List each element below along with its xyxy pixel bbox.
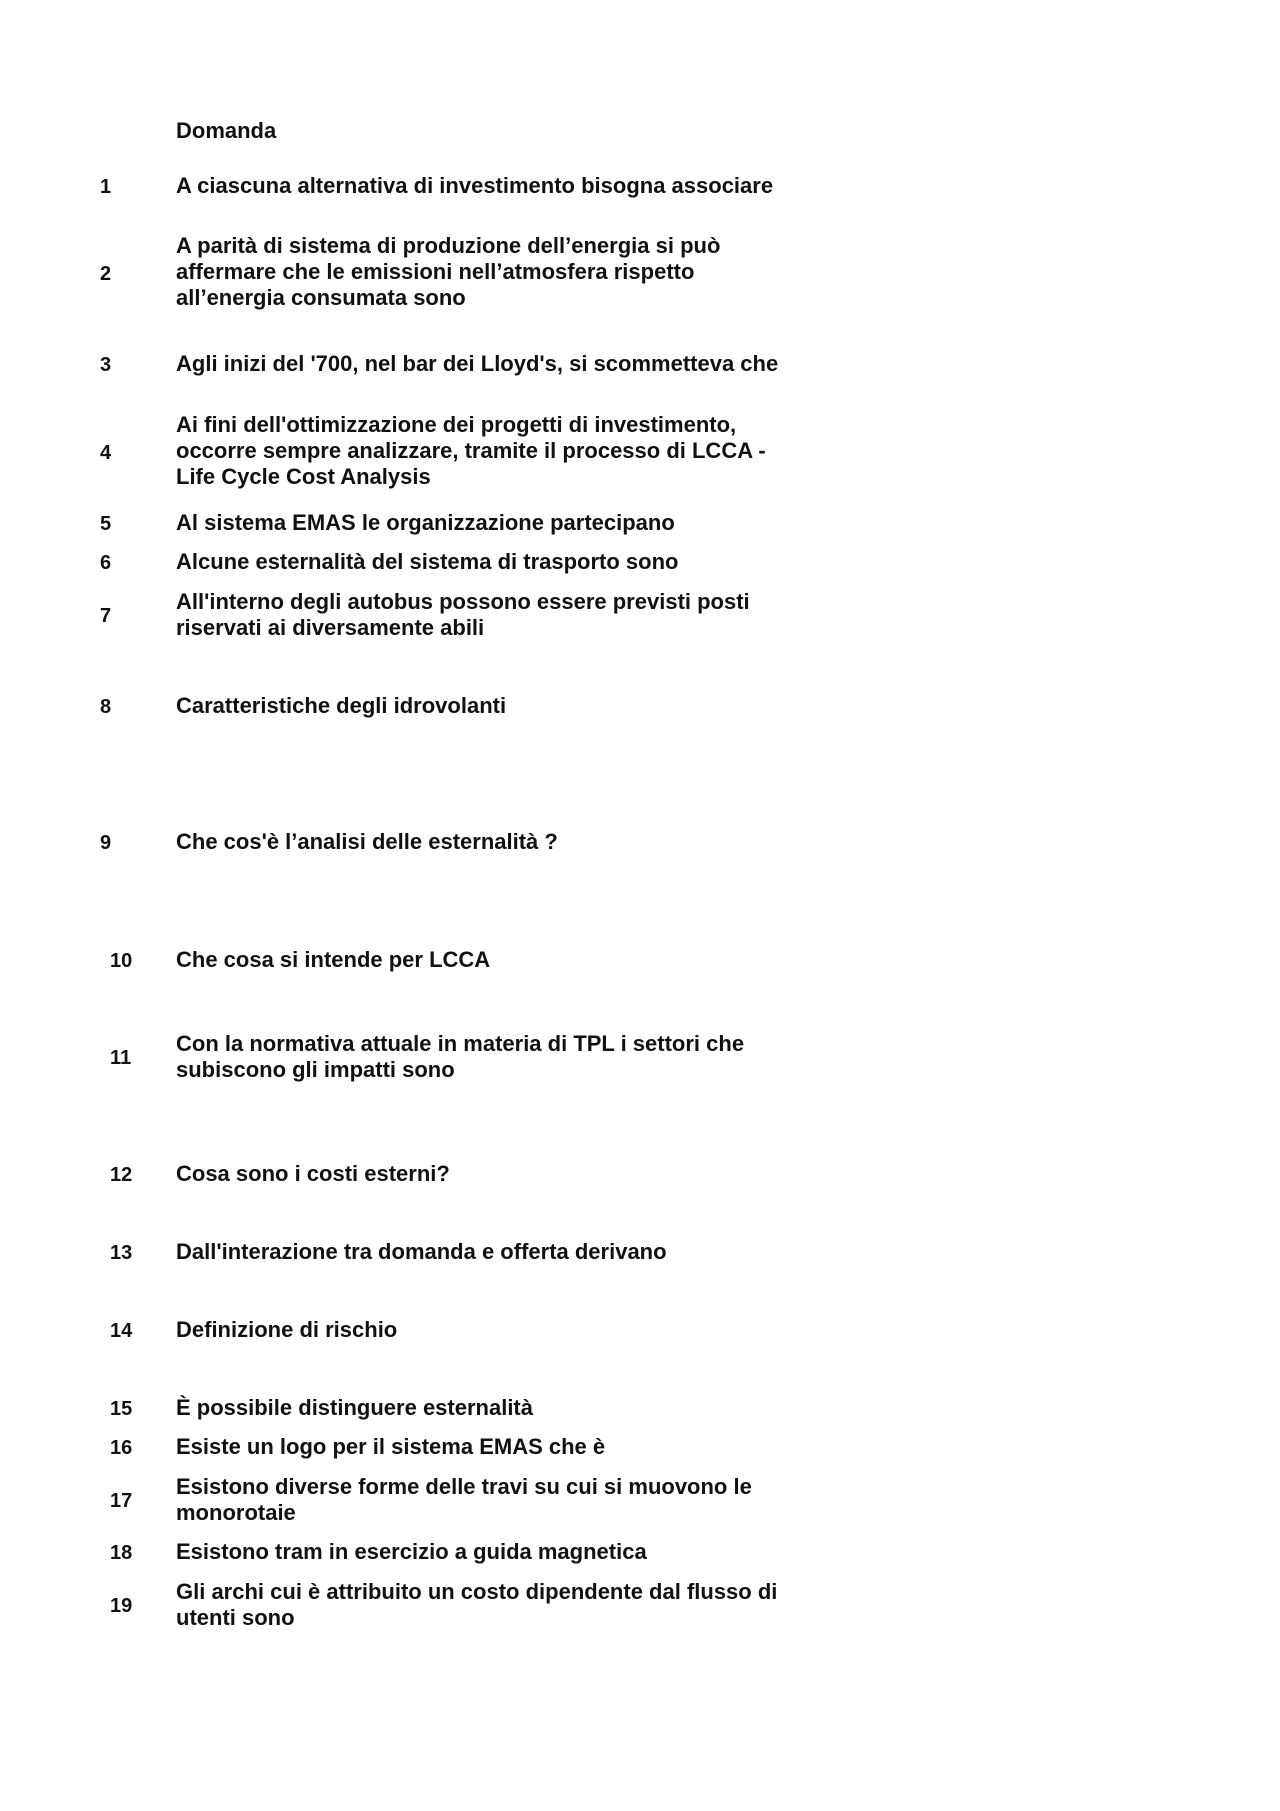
question-text: Cosa sono i costi esterni?	[176, 1161, 450, 1186]
question-text: Che cos'è l’analisi delle esternalità ?	[176, 829, 558, 854]
question-text: A parità di sistema di produzione dell’energia si può affermare che le emissioni nell’atmosfera rispetto all’energia consumata sono	[176, 233, 721, 310]
question-text: Agli inizi del '700, nel bar dei Lloyd's, si scommetteva che	[176, 351, 779, 376]
row-number: 16	[110, 1437, 133, 1459]
question-text: Dall'interazione tra domanda e offerta derivano	[176, 1239, 667, 1264]
row-number: 8	[100, 696, 112, 718]
row-number: 9	[100, 832, 112, 854]
column-header-domanda: Domanda	[176, 118, 277, 143]
question-text: Al sistema EMAS le organizzazione partecipano	[176, 510, 675, 535]
row-number: 7	[100, 605, 112, 627]
row-number: 11	[110, 1047, 132, 1069]
question-text: Esiste un logo per il sistema EMAS che è	[176, 1434, 606, 1459]
question-text: Definizione di rischio	[176, 1317, 398, 1342]
row-number: 1	[100, 176, 112, 198]
row-number: 10	[110, 950, 133, 972]
row-number: 15	[110, 1398, 133, 1420]
row-number: 13	[110, 1242, 133, 1264]
question-text: Che cosa si intende per LCCA	[176, 947, 491, 972]
question-text: Esistono tram in esercizio a guida magnetica	[176, 1539, 647, 1564]
question-text: È possibile distinguere esternalità	[176, 1395, 533, 1420]
row-number: 14	[110, 1320, 133, 1342]
row-number: 19	[110, 1595, 133, 1617]
question-text: Con la normativa attuale in materia di TPL i settori che subiscono gli impatti sono	[176, 1031, 745, 1082]
question-text: Gli archi cui è attribuito un costo dipendente dal flusso di utenti sono	[176, 1579, 778, 1630]
question-text: Caratteristiche degli idrovolanti	[176, 693, 507, 718]
question-text: A ciascuna alternativa di investimento bisogna associare	[176, 173, 774, 198]
row-number: 4	[100, 442, 112, 464]
question-text: Ai fini dell'ottimizzazione dei progetti di investimento, occorre sempre analizzare, tramite il processo di LCCA - Life Cycle Cost Analysis	[176, 412, 766, 489]
row-number: 18	[110, 1542, 133, 1564]
row-number: 12	[110, 1164, 133, 1186]
question-text: All'interno degli autobus possono essere previsti posti riservati ai diversamente abili	[176, 589, 750, 640]
row-number: 5	[100, 513, 112, 535]
row-number: 3	[100, 354, 112, 376]
row-number: 17	[110, 1490, 133, 1512]
row-number: 2	[100, 263, 112, 285]
row-number: 6	[100, 552, 112, 574]
question-text: Esistono diverse forme delle travi su cui si muovono le monorotaie	[176, 1474, 752, 1525]
question-text: Alcune esternalità del sistema di trasporto sono	[176, 549, 679, 574]
